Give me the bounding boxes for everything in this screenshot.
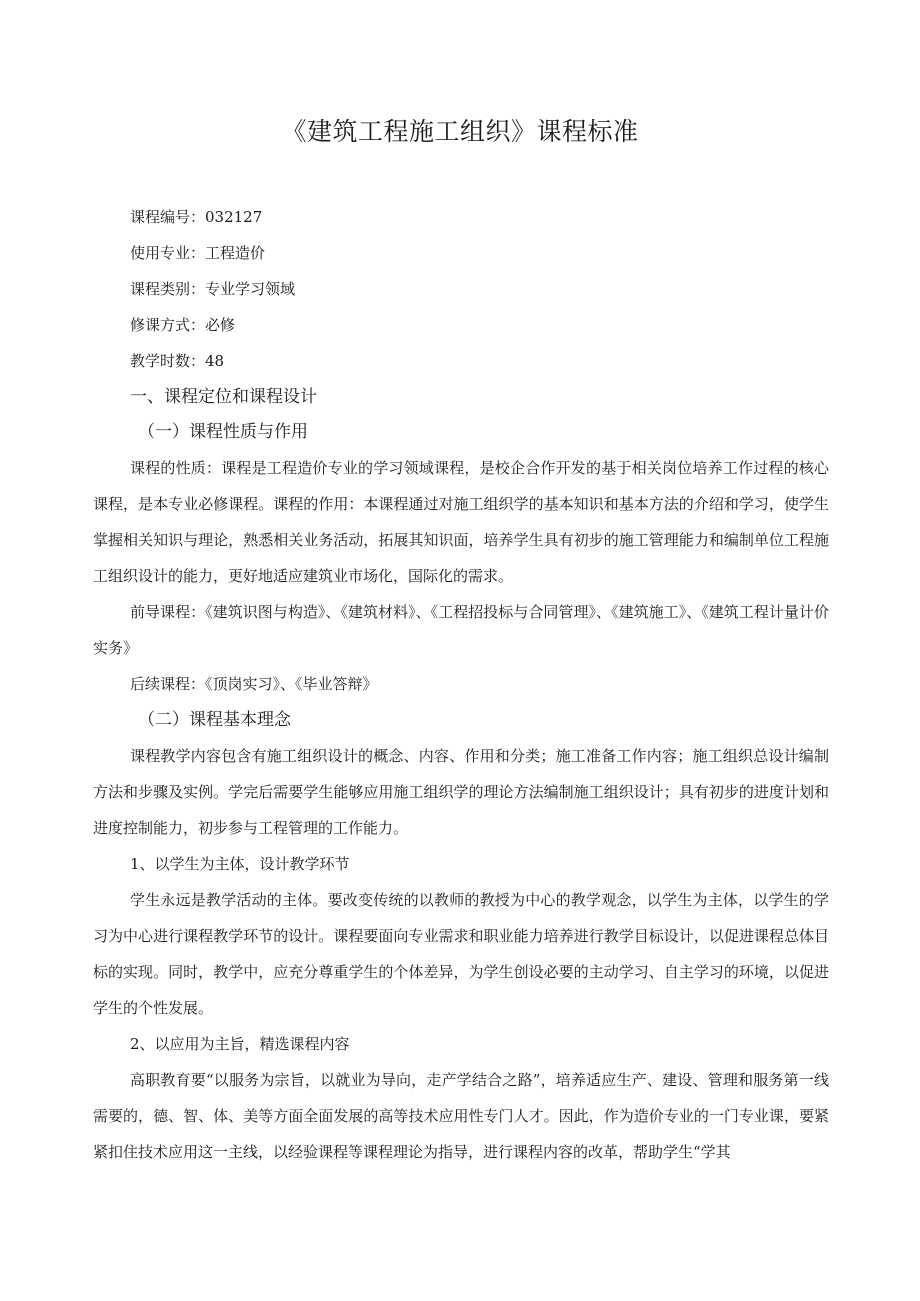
course-category: 课程类别：专业学习领域 (130, 280, 296, 298)
course-meta-list (130, 203, 295, 383)
paragraph-course-content: 课程教学内容包含有施工组织设计的概念、内容、作用和分类；施工准备工作内容；施工组织总设计编制方法和步骤及实例。学完后需要学生能够应用施工组织学的理论方法编制施工组织设计；具有初步的进度计划和进度控制能力，初步参与工程管理的工作能力。 (93, 747, 829, 837)
subsection-heading-nature: （一）课程性质与作用 (138, 422, 308, 442)
section-heading-1: 一、课程定位和课程设计 (130, 387, 317, 407)
teaching-hours: 教学时数：48 (130, 352, 225, 370)
item-heading-application: 2、以应用为主旨，精选课程内容 (130, 1035, 350, 1053)
study-mode: 修课方式：必修 (130, 316, 236, 334)
page-title: 《建筑工程施工组织》课程标准 (281, 117, 639, 146)
subsection-heading-philosophy: （二）课程基本理念 (138, 710, 291, 730)
document-body (93, 380, 829, 1170)
item-heading-student-centered: 1、以学生为主体，设计教学环节 (130, 855, 350, 873)
paragraph-course-nature: 课程的性质：课程是工程造价专业的学习领域课程，是校企合作开发的基于相关岗位培养工作过程的核心课程，是本专业必修课程。课程的作用：本课程通过对施工组织学的基本知识和基本方法的介绍和学习，使学生掌握相关知识与理论，熟悉相关业务活动，拓展其知识面，培养学生具有初步的施工管理能力和编制单位工程施工组织设计的能力，更好地适应建筑业市场化，国际化的需求。 (93, 459, 829, 585)
paragraph-followup-courses: 后续课程：《顶岗实习》、《毕业答辩》 (130, 675, 378, 693)
paragraph-prerequisites: 前导课程：《建筑识图与构造》、《建筑材料》、《工程招投标与合同管理》、《建筑施工》、《建筑工程计量计价实务》 (93, 603, 829, 657)
course-code: 课程编号：032127 (130, 208, 263, 226)
applicable-major: 使用专业：工程造价 (130, 244, 266, 262)
paragraph-student-centered: 学生永远是教学活动的主体。要改变传统的以教师的教授为中心的教学观念，以学生为主体，以学生的学习为中心进行课程教学环节的设计。课程要面向专业需求和职业能力培养进行教学目标设计，以促进课程总体目标的实现。同时，教学中，应充分尊重学生的个体差异，为学生创设必要的主动学习、自主学习的环境，以促进学生的个性发展。 (93, 891, 829, 1017)
paragraph-application: 高职教育要“以服务为宗旨，以就业为导向，走产学结合之路”，培养适应生产、建设、管理和服务第一线需要的，德、智、体、美等方面全面发展的高等技术应用性专门人才。因此，作为造价专业的一门专业课，要紧紧扣住技术应用这一主线，以经验课程等课程理论为指导，进行课程内容的改革，帮助学生“学其 (93, 1071, 829, 1161)
